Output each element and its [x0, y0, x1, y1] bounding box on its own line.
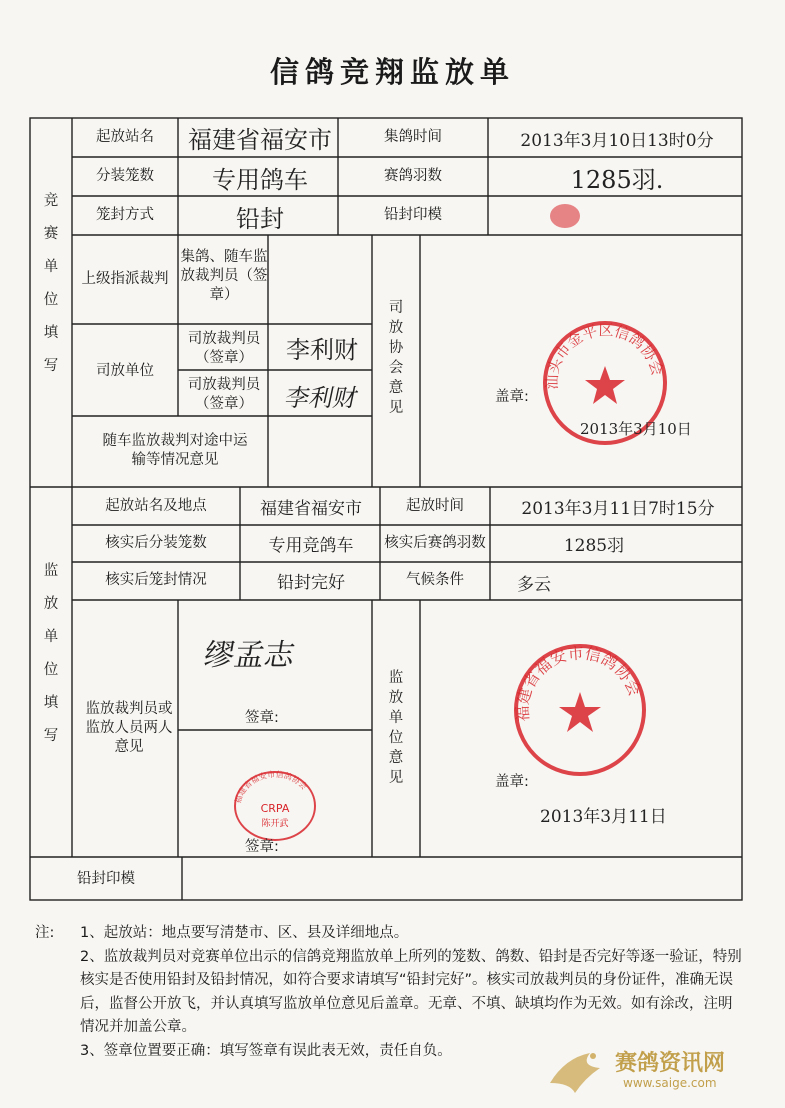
association-date: 2013年3月10日: [580, 420, 692, 438]
bird-count-label: 赛鸽羽数: [384, 168, 442, 184]
unit-date: 2013年3月11日: [540, 807, 667, 827]
unit-stamp: [510, 640, 650, 780]
seal-mark-label: 铅封印模: [384, 207, 442, 223]
transit-opinion-label: 随车监放裁判对途中运输等情况意见: [102, 433, 248, 468]
release-referee-label-2: 司放裁判员（签章）: [187, 377, 261, 412]
release-referee-label-1: 司放裁判员（签章）: [187, 331, 261, 366]
section1-side-label: 竞 赛 单 位 填 写: [43, 193, 59, 374]
collect-time-label: 集鸽时间: [384, 129, 442, 145]
seal-method-value: 铅封: [236, 205, 284, 233]
svg-text:陈开武: 陈开武: [261, 819, 289, 829]
watermark-url: www.saige.com: [623, 1076, 717, 1090]
seal-mark-footer-label: 铅封印模: [77, 871, 135, 887]
section2-side-label: 监 放 单 位 填 写: [43, 563, 59, 744]
basket-count-label: 分装笼数: [96, 168, 154, 184]
svg-text:福建省福安市信鸽协会: 福建省福安市信鸽协会: [512, 643, 645, 723]
pigeon-logo-icon: [545, 1038, 615, 1100]
seal-method-label: 笼封方式: [96, 207, 154, 223]
supervisor-opinion-label: 监放裁判员或监放人员两人意见: [85, 701, 173, 755]
bird-count-value: 1285羽.: [570, 166, 664, 194]
weather-value: 多云: [517, 575, 551, 595]
verified-basket-label: 核实后分装笼数: [105, 535, 207, 551]
release-time-label: 起放时间: [406, 498, 464, 514]
unit-stamp-label: 盖章:: [495, 774, 529, 790]
verified-bird-value: 1285羽: [563, 536, 625, 556]
form-title: 信鸽竞翔监放单: [269, 55, 515, 89]
svg-text:CRPA: CRPA: [260, 802, 290, 815]
weather-label: 气候条件: [406, 572, 464, 588]
svg-text:汕头市金平区信鸽协会: 汕头市金平区信鸽协会: [542, 321, 667, 390]
watermark-name: 赛鸽资讯网: [615, 1051, 726, 1076]
sign-label-1: 签章:: [245, 710, 279, 726]
verified-bird-label: 核实后赛鸽羽数: [384, 535, 486, 551]
verified-basket-value: 专用竞鸽车: [268, 536, 354, 556]
supervisor-seal: [230, 768, 320, 844]
site-location-label: 起放站名及地点: [105, 498, 207, 514]
association-opinion-label: 司 放 协 会 意 见: [388, 300, 404, 416]
basket-count-value: 专用鸽车: [212, 166, 308, 194]
seal-mark-impression: [545, 200, 585, 232]
release-referee-signature-2: 李利财: [282, 384, 361, 412]
verified-seal-label: 核实后笼封情况: [105, 572, 207, 588]
release-site-label: 起放站名: [96, 129, 154, 145]
verified-seal-value: 铅封完好: [277, 573, 345, 593]
sign-label-2: 签章:: [245, 839, 279, 855]
release-unit-label: 司放单位: [96, 363, 154, 379]
collect-referee-label: 集鸽、随车监放裁判员（签章）: [180, 249, 268, 303]
note-item-2: 2、监放裁判员对竞赛单位出示的信鸽竞翔监放单上所列的笼数、鸽数、铅封是否完好等逐一验证，特别核实是否使用铅封及铅封情况，如符合要求请填写“铅封完好”。核实司放裁判员的身份证件，准确无误后，监督公开放飞，并认真填写监放单位意见后盖章。无章、不填、缺填均作为无效。如有涂改，注明情况并加盖公章。: [80, 948, 742, 1035]
site-location-value: 福建省福安市: [260, 499, 362, 519]
association-stamp-label: 盖章:: [495, 389, 529, 405]
supervisor-signature-1: 缪孟志: [201, 638, 298, 673]
release-site-value: 福建省福安市: [188, 126, 332, 154]
notes-label: 注:: [35, 925, 55, 941]
unit-opinion-label: 监 放 单 位 意 见: [388, 670, 404, 786]
release-referee-signature-1: 李利财: [286, 336, 358, 364]
watermark: [545, 1038, 775, 1100]
note-item-1: 1、起放站：地点要写清楚市、区、县及详细地点。: [80, 925, 409, 941]
note-item-3: 3、签章位置要正确：填写签章有误此表无效，责任自负。: [80, 1042, 452, 1059]
svg-text:福建省福安市信鸽协会: 福建省福安市信鸽协会: [233, 769, 309, 805]
collect-time-value: 2013年3月10日13时0分: [520, 131, 714, 151]
release-time-value: 2013年3月11日7时15分: [521, 499, 715, 519]
referee-label: 上级指派裁判: [81, 271, 169, 287]
